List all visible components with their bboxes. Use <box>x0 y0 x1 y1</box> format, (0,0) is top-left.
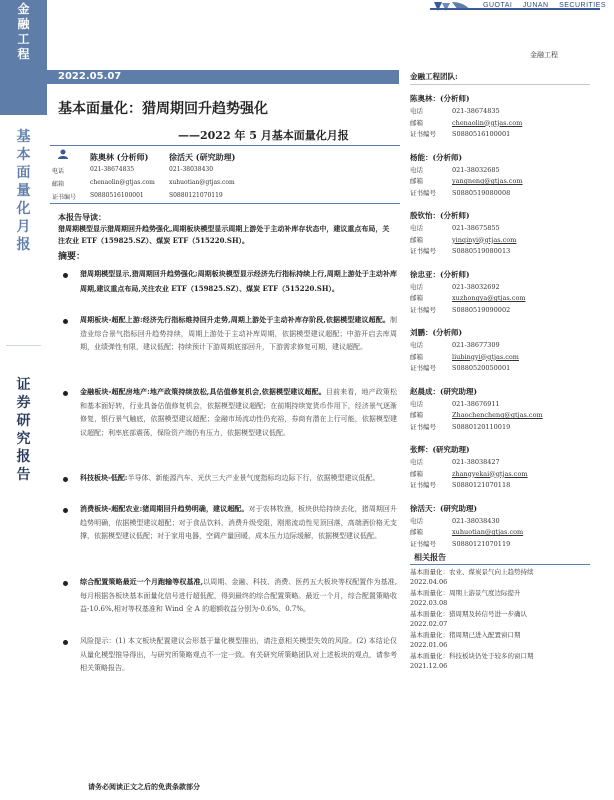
team-member-cert-row <box>410 188 510 197</box>
company-logo-icon <box>432 0 472 14</box>
related-report-item[interactable] <box>410 589 598 608</box>
bullet-6-text: 以周期、金融、科技、消费、医药五大板块等权配置作为基准,每月根据各板块基本面量化信号进行超低配，得到最终的综合配置策略。最近一个月，综合配置策略收益-10.6%,相对等权基准和 Wind 全 A 的超额收益分别为-0.6%、0.7%。 <box>80 578 397 614</box>
team-heading: 金融工程团队: <box>410 72 458 81</box>
sidebar-char: 研 <box>16 413 31 429</box>
logo-word-2: JUNAN <box>522 2 549 9</box>
team-member-name: 赵晨成：(研究助理) <box>410 386 478 396</box>
team-member-cert: S0880121070118 <box>452 481 511 489</box>
bullet-6-bold: 综合配置策略最近一个月跑输等权基准, <box>80 577 204 586</box>
sidebar-char: 月 <box>16 219 31 235</box>
report-date: 2022.05.07 <box>58 71 122 82</box>
logo-word-1: GUOTAI <box>483 2 513 9</box>
team-member-name: 徐活天：(研究助理) <box>410 503 478 513</box>
team-member-name: 杨能：(分析师) <box>410 152 463 162</box>
phone-label: 电话 <box>410 341 423 349</box>
abstract-bullet-6 <box>80 575 397 617</box>
abstract-bullet-4 <box>80 471 397 486</box>
team-member-email-row <box>410 352 519 361</box>
team-member-phone-row <box>410 457 500 466</box>
phone-label: 电话 <box>410 224 423 232</box>
sidebar-bottom-text <box>0 376 47 484</box>
bullet-1-bold: 猎周期模型显示,猎周期回升趋势强化;周期板块模型显示经济先行指标持续上行,周期上游处于主动补库周期,建议重点布局,关注农业 ETF（159825.SZ）、煤炭 ETF（515220.SH）。 <box>80 269 397 293</box>
email-label: 邮箱 <box>410 177 423 185</box>
sidebar-char: 证 <box>16 377 31 393</box>
bullet-dot <box>63 319 68 324</box>
team-member-name: 张辉：(研究助理) <box>410 445 470 454</box>
bullet-7-text: 风险提示：(1) 本文板块配置建议会形基于量化模型推出，请注意相关模型失效的风险。(2) 本结论仅从量化模型推导得出，与研究所策略观点不一定一致。有关研究所策略团队对上述板块的观点，请参考相关策略报告。 <box>80 637 397 673</box>
team-member-email[interactable]: yangneng@gtjas.com <box>452 177 523 185</box>
sidebar-top-label <box>0 2 47 62</box>
author-2-email[interactable]: xuhuotian@gtjas.com <box>169 179 235 186</box>
sidebar-divider <box>6 345 41 346</box>
team-member-cert: S0880120110019 <box>452 422 511 431</box>
team-member-cert-row <box>410 480 510 489</box>
team-member-cert: S0880519090002 <box>452 305 511 314</box>
related-heading: 相关报告 <box>414 552 446 562</box>
email-label: 邮箱 <box>410 235 423 244</box>
team-member-email[interactable]: zhangyekai@gtjas.com <box>452 469 528 478</box>
phone-label: 电话 <box>52 168 65 175</box>
author-1-email[interactable]: chenaolin@gtjas.com <box>90 179 155 186</box>
phone-label: 电话 <box>410 516 423 525</box>
sidebar-char: 基 <box>16 129 31 145</box>
email-label: 邮箱 <box>410 118 423 127</box>
abstract-heading: 摘要： <box>58 252 86 262</box>
cert-label: 证书编号 <box>410 247 436 255</box>
team-member-cert-row <box>410 246 510 255</box>
sidebar-char: 量 <box>16 183 31 199</box>
team-member-email-row <box>410 410 543 419</box>
author-1-name: 陈奥林 (分析师) <box>90 152 149 162</box>
team-member-name: 徐忠亚：(分析师) <box>410 269 470 279</box>
bullet-4-text: 半导体、新能源汽车、光伏三大产业景气度指标均边际下行，依据模型建议低配。 <box>127 474 380 482</box>
related-report-title: 基本面量化：猎周期及转信号进一步确认 <box>410 610 527 618</box>
email-label: 邮箱 <box>52 181 65 188</box>
team-member-name: 殷钦怡：(分析师) <box>410 211 470 220</box>
bullet-3-bold: 金融板块-超配房地产:地产政策持续放松,具估值修复机会,依据模型建议超配。 <box>80 387 326 396</box>
email-label: 邮箱 <box>410 469 423 478</box>
sidebar-char: 报 <box>16 237 31 253</box>
bullet-dot <box>63 391 68 396</box>
author-icon <box>58 149 68 159</box>
sidebar-middle-text <box>0 128 47 254</box>
abstract-bullet-3 <box>80 385 397 440</box>
email-label: 邮箱 <box>410 352 423 361</box>
team-member-name: 陈奥林：(分析师) <box>410 94 470 103</box>
related-report-item[interactable] <box>410 568 598 587</box>
cert-label: 证书编号 <box>410 188 436 197</box>
team-member-cert: S0880516100001 <box>452 130 511 138</box>
sidebar-top-text <box>0 2 47 62</box>
team-member-phone: 021-38038427 <box>452 458 500 466</box>
bullet-2-text: 制造业综合景气指标回升趋势持续，周期上游处于主动补库周期，依据模型建议超配；中游开启去库周期，业绩弹性有限，建议低配；持续预计下游周期底部回升，下游需求修复可期，建议超配。 <box>80 316 397 352</box>
bullet-dot <box>63 508 68 513</box>
related-report-title: 基本面量化：猪周期已进入配置窗口期 <box>410 631 521 639</box>
team-member-phone: 021-38032685 <box>452 165 500 174</box>
team-member-phone-row <box>410 223 500 232</box>
team-member-email[interactable]: yinqinyi@gtjas.com <box>452 235 517 244</box>
abstract-bullet-2 <box>80 313 397 355</box>
author-1-cert: S0880516100001 <box>90 192 144 199</box>
team-member-phone-row <box>410 516 500 525</box>
team-member-email[interactable]: liubingyi@gtjas.com <box>452 352 519 361</box>
author-2-name: 徐活天 (研究助理) <box>169 152 236 162</box>
related-report-date: 2022.01.06 <box>410 640 448 649</box>
team-member-email-row <box>410 118 522 127</box>
title-rule <box>50 145 400 146</box>
team-member-phone: 021-38676911 <box>452 399 500 408</box>
abstract-bullet-5 <box>80 502 397 544</box>
related-report-date: 2022.04.06 <box>410 577 448 586</box>
team-member-email[interactable]: chenaolin@gtjas.com <box>452 118 523 127</box>
related-report-item[interactable] <box>410 610 598 629</box>
report-title: 基本面量化：猎周期回升趋势强化 <box>58 101 268 117</box>
footer-disclaimer: 请务必阅读正文之后的免责条款部分 <box>88 782 200 791</box>
abstract-bullet-1 <box>80 267 397 296</box>
team-member-cert: S0880519080013 <box>452 247 511 255</box>
team-member-email-row <box>410 235 516 244</box>
team-separator <box>410 84 590 85</box>
related-report-date: 2022.03.08 <box>410 598 448 607</box>
cert-label: 证书编号 <box>410 422 436 431</box>
cert-label: 证书编号 <box>410 130 436 138</box>
team-member-cert-row <box>410 129 510 138</box>
phone-label: 电话 <box>410 399 423 408</box>
guide-heading: 本报告导读： <box>58 212 106 222</box>
phone-label: 电话 <box>410 165 423 174</box>
email-label: 邮箱 <box>410 294 423 302</box>
related-report-title: 基本面量化：科技板块仍处于较多的窗口期 <box>410 652 534 660</box>
phone-label: 电话 <box>410 107 423 115</box>
sidebar-char: 工 <box>17 32 30 46</box>
logo-word-3: SECURITIES <box>559 2 607 9</box>
team-member-email-row <box>410 469 528 478</box>
author-2-cert: S0880121070119 <box>169 192 223 199</box>
related-report-title: 基本面量化：农业、煤炭景气向上趋势持续 <box>410 568 534 576</box>
related-report-date: 2021.12.06 <box>410 661 448 670</box>
bullet-dot <box>63 477 68 482</box>
abstract-bullet-7 <box>80 634 397 676</box>
team-member-email[interactable]: xuzhongya@gtjas.com <box>452 294 526 302</box>
email-label: 邮箱 <box>410 411 423 419</box>
related-report-date: 2022.02.07 <box>410 619 448 628</box>
team-member-email-row <box>410 176 523 185</box>
team-member-email[interactable]: Zhaochencheng@gtjas.com <box>452 411 543 419</box>
related-report-item[interactable] <box>410 631 598 650</box>
bullet-dot <box>63 581 68 586</box>
cert-label: 证书编号 <box>410 539 436 548</box>
team-member-cert: S0880519080008 <box>452 188 511 197</box>
bullet-2-bold: 周期板块-超配上游:经济先行指标维持回升走势,周期上游处于主动补库存阶段,依据模型建议超配。 <box>80 315 390 324</box>
bullet-dot <box>63 273 68 278</box>
sidebar-middle-label <box>0 128 47 254</box>
bullet-dot <box>63 640 68 645</box>
author-2-phone: 021-38038430 <box>169 166 214 173</box>
bullet-4-bold: 科技板块-低配: <box>80 473 128 482</box>
team-member-phone-row <box>410 165 500 174</box>
sidebar-char: 融 <box>17 17 30 31</box>
bullet-5-text: 对于农林牧渔，板块供给持续去化，猪周期回升趋势明确，依据模型建议超配；对于食品饮料，消费升级受阻，刚需流动性见顶回落，高端酒价格无支撑，依据模型建议低配；对于家用电器，空调产量回暖，成本压力边际缓解，依据模型建议低配。 <box>80 505 397 541</box>
authors-rule <box>50 203 400 204</box>
team-member-phone: 021-38677309 <box>452 341 500 349</box>
team-member-cert-row <box>410 305 510 314</box>
phone-label: 电话 <box>410 458 423 466</box>
phone-label: 电话 <box>410 282 423 291</box>
team-member-cert: S0880121070119 <box>452 539 511 548</box>
sidebar-bottom-label <box>0 376 47 484</box>
team-member-email-row <box>410 527 523 536</box>
cert-label: 证书编号 <box>410 305 436 314</box>
team-member-cert: S0880520050001 <box>452 364 511 372</box>
team-member-phone: 021-38675855 <box>452 224 500 232</box>
team-member-phone: 021-38032692 <box>452 282 500 291</box>
team-member-cert-row <box>410 539 510 548</box>
sidebar-char: 究 <box>16 431 31 447</box>
sidebar-char: 面 <box>16 165 31 181</box>
team-member-phone: 021-38674835 <box>452 107 500 115</box>
team-member-name: 刘鹏：(分析师) <box>410 328 463 337</box>
company-logo-text <box>483 2 614 9</box>
sidebar-char: 告 <box>16 467 31 483</box>
cert-label: 证书编号 <box>410 481 436 489</box>
team-member-cert-row <box>410 363 510 372</box>
team-member-phone: 021-38038430 <box>452 516 500 525</box>
team-member-email-row <box>410 293 526 302</box>
sidebar-char: 券 <box>16 395 31 411</box>
section-tag: 金融工程 <box>530 51 558 59</box>
sidebar-char: 报 <box>16 449 31 465</box>
related-rule <box>410 564 590 565</box>
team-member-phone-row <box>410 106 500 115</box>
related-report-title: 基本面量化：周期上游景气度边际提升 <box>410 589 521 597</box>
cert-label: 证书编号 <box>52 194 77 201</box>
author-1-phone: 021-38674835 <box>90 166 135 173</box>
sidebar-char: 金 <box>17 2 30 16</box>
related-report-item[interactable] <box>410 652 598 671</box>
bullet-3-text: 目前来看，地产政策松和基本面好转，行业具备估值修复机会，依据模型建议超配；在前期持续宽货币作用下，经济景气逐渐修复，银行景气触底，依据模型建议超配；金融市场流动性仍充裕，券商有潜在上行可能，依据模型建议超配；利率底部震荡，保险资产端仍有压力，依据模型建议低配。 <box>80 388 397 437</box>
bullet-5-bold: 消费板块-超配农业:猪周期回升趋势明确，建议超配。 <box>80 504 249 513</box>
cert-label: 证书编号 <box>410 364 436 372</box>
sidebar-char: 本 <box>16 147 31 163</box>
report-subtitle: ——2022 年 5 月基本面量化月报 <box>178 129 349 142</box>
team-member-email[interactable]: xuhuotian@gtjas.com <box>452 528 524 536</box>
team-member-phone-row <box>410 282 500 291</box>
team-member-phone-row <box>410 399 500 408</box>
team-member-cert-row <box>410 422 510 431</box>
sidebar-char: 化 <box>16 201 31 217</box>
email-label: 邮箱 <box>410 528 423 536</box>
guide-text: 猎周期模型显示猎周期回升趋势强化,周期板块模型显示周期上游处于主动补库存状态中，建议重点布局，关注农业 ETF（159825.SZ）、煤炭 ETF（515220.SH）。 <box>58 224 390 245</box>
sidebar-char: 程 <box>17 47 30 61</box>
team-member-phone-row <box>410 340 500 349</box>
